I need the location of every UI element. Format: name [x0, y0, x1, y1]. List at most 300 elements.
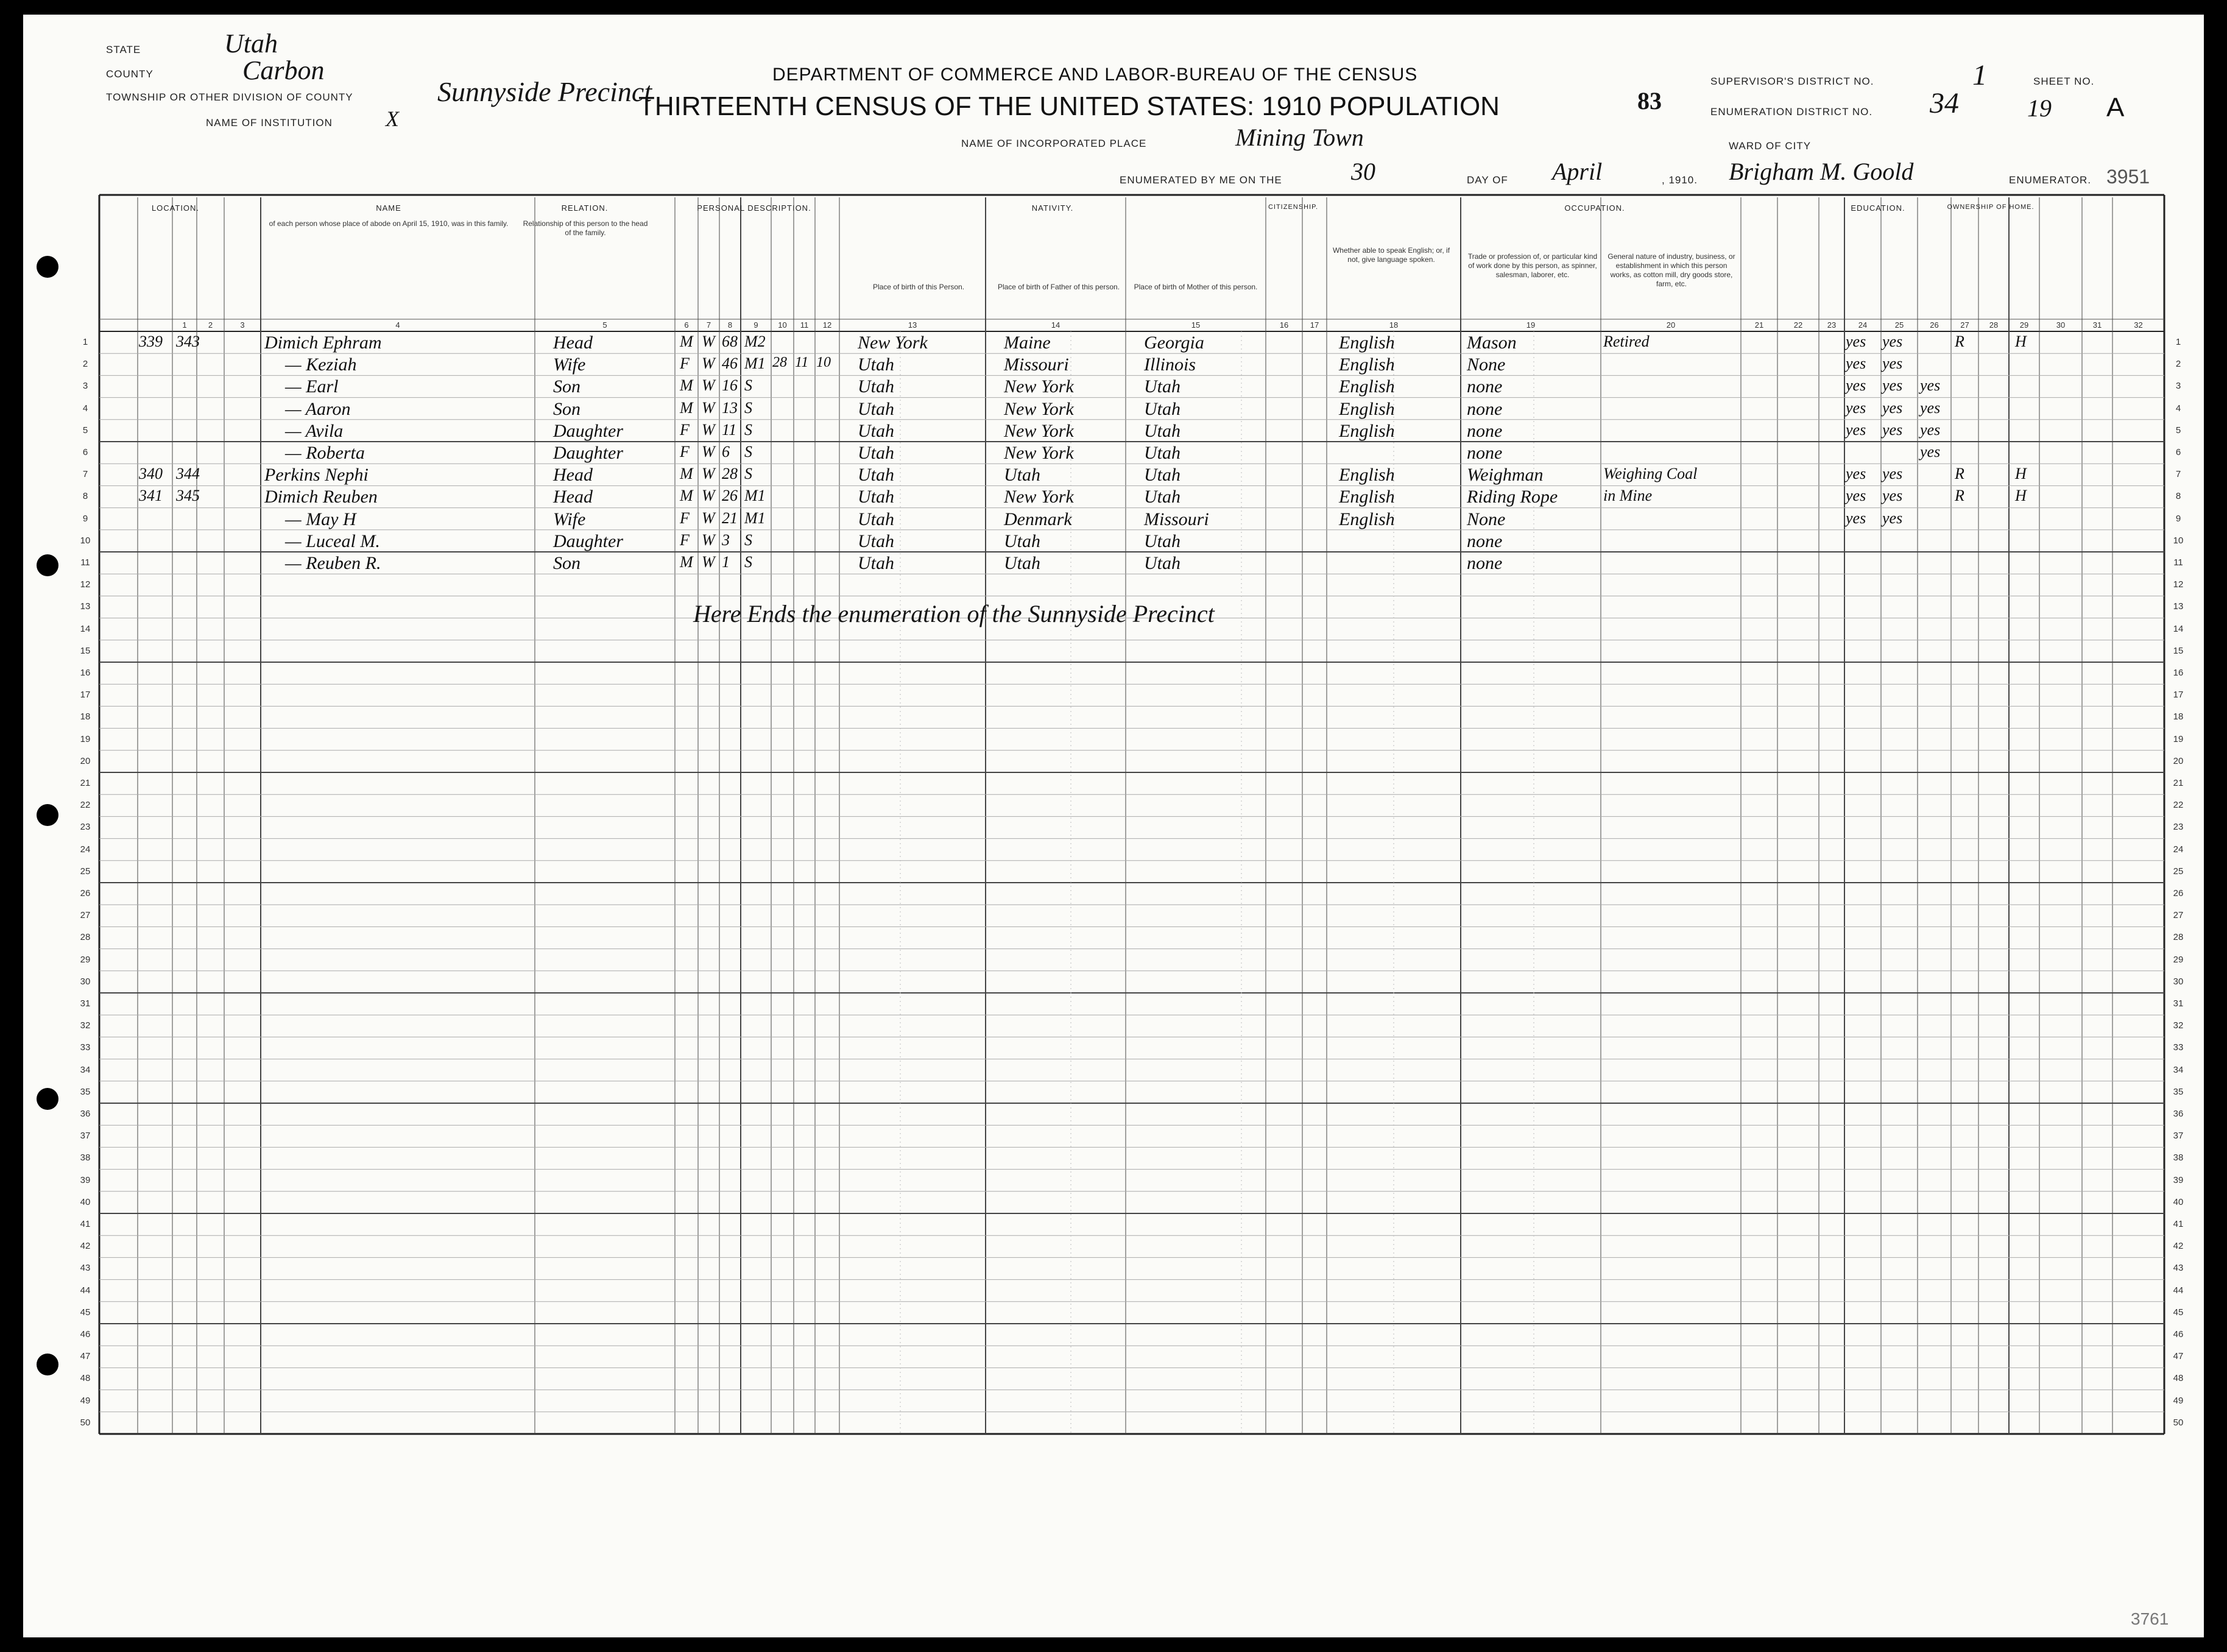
cell-language: English — [1339, 398, 1395, 419]
cell-marital: S — [744, 553, 752, 571]
line-number-left: 16 — [80, 668, 91, 678]
enumerator-label: ENUMERATOR. — [2009, 174, 2092, 186]
line-number-right: 14 — [2173, 623, 2184, 634]
line-number-right: 46 — [2173, 1329, 2184, 1340]
cell-house: 340 — [139, 465, 163, 483]
cell-mother: Illinois — [1144, 355, 1196, 375]
institution-value: X — [386, 107, 399, 131]
cell-age: 11 — [722, 420, 737, 439]
cell-sex: M — [680, 487, 693, 505]
cell-race: W — [702, 509, 715, 527]
cell-age: 21 — [722, 509, 738, 527]
line-number-left: 47 — [80, 1351, 91, 1362]
line-number-left: 28 — [80, 932, 91, 943]
line-number-right: 49 — [2173, 1395, 2184, 1406]
cell-race: W — [702, 531, 715, 549]
cell-name: Dimich Reuben — [264, 487, 378, 507]
line-number-left: 21 — [80, 778, 91, 788]
supervisor-district-value: 1 — [1972, 59, 1987, 91]
group-relation: RELATION. — [561, 203, 609, 213]
line-number-right: 10 — [2173, 535, 2184, 546]
line-number-left: 22 — [80, 800, 91, 811]
column-number: 16 — [1279, 320, 1289, 330]
column-number: 32 — [2134, 320, 2143, 330]
ward-label: WARD OF CITY — [1729, 140, 1812, 152]
sheet-label: SHEET NO. — [2033, 76, 2095, 87]
cell-write: yes — [1882, 420, 1903, 439]
cell-language: English — [1339, 376, 1395, 397]
cell-language: English — [1339, 509, 1395, 529]
cell-mother: Utah — [1144, 553, 1181, 573]
cell-read: yes — [1846, 509, 1866, 527]
line-number-right: 30 — [2173, 976, 2184, 987]
cell-sex: M — [680, 376, 693, 395]
line-number-left: 11 — [80, 557, 90, 568]
column-number: 23 — [1827, 320, 1837, 330]
line-number-left: 41 — [80, 1219, 91, 1229]
cell-write: yes — [1882, 398, 1903, 417]
cell-mother: Utah — [1144, 398, 1181, 419]
cell-read: yes — [1846, 376, 1866, 395]
line-number-right: 37 — [2173, 1131, 2184, 1142]
enumerator-name: Brigham M. Goold — [1729, 158, 1914, 185]
column-number: 24 — [1858, 320, 1868, 330]
line-number-right: 40 — [2173, 1196, 2184, 1207]
line-number-right: 29 — [2173, 954, 2184, 965]
sheet-side: A — [2106, 93, 2125, 122]
column-number: 21 — [1754, 320, 1764, 330]
ledger-grid — [23, 15, 2204, 1637]
line-number-left: 46 — [80, 1329, 91, 1340]
line-number-right: 11 — [2173, 557, 2183, 568]
cell-born: 11 — [795, 355, 809, 371]
cell-language: English — [1339, 355, 1395, 375]
line-number-right: 20 — [2173, 755, 2184, 766]
cell-school: yes — [1920, 420, 1941, 439]
line-number-left: 19 — [80, 733, 91, 744]
cell-race: W — [702, 420, 715, 439]
cell-age: 6 — [722, 443, 730, 461]
cell-birth: Utah — [858, 487, 894, 507]
line-number-right: 2 — [2175, 359, 2181, 370]
cell-trade: Mason — [1467, 333, 1517, 353]
cell-trade: none — [1467, 376, 1503, 397]
department-title: DEPARTMENT OF COMMERCE AND LABOR-BUREAU OF THE CENSUS — [772, 65, 1418, 85]
cell-industry: Retired — [1603, 333, 1650, 350]
line-number-left: 34 — [80, 1064, 91, 1075]
line-number-right: 26 — [2173, 888, 2184, 898]
cell-mother: Utah — [1144, 531, 1181, 551]
line-number-left: 25 — [80, 866, 91, 877]
cell-read: yes — [1846, 333, 1866, 350]
line-number-left: 18 — [80, 711, 91, 722]
line-number-right: 6 — [2175, 447, 2181, 457]
line-number-right: 21 — [2173, 778, 2184, 788]
cell-industry: in Mine — [1603, 487, 1653, 505]
cell-father: New York — [1004, 398, 1074, 419]
column-number: 26 — [1930, 320, 1939, 330]
cell-language: English — [1339, 465, 1395, 485]
cell-relation: Daughter — [553, 420, 623, 441]
cell-mother: Utah — [1144, 420, 1181, 441]
cell-age: 46 — [722, 355, 738, 373]
cell-father: Maine — [1004, 333, 1051, 353]
cell-name: — Reuben R. — [285, 553, 381, 573]
name-column-desc: of each person whose place of abode on April 15, 1910, was in this family. — [269, 219, 509, 228]
line-number-left: 20 — [80, 755, 91, 766]
line-number-left: 50 — [80, 1417, 91, 1428]
cell-age: 68 — [722, 333, 738, 350]
cell-race: W — [702, 398, 715, 417]
line-number-left: 27 — [80, 910, 91, 921]
cell-father: Utah — [1004, 553, 1040, 573]
cell-marital: S — [744, 443, 752, 461]
column-number: 7 — [706, 320, 711, 330]
cell-father: New York — [1004, 443, 1074, 463]
line-number-right: 39 — [2173, 1174, 2184, 1185]
line-number-right: 12 — [2173, 579, 2184, 590]
day-of-label: DAY OF — [1467, 174, 1508, 186]
cell-name: — May H — [285, 509, 356, 529]
cell-trade: none — [1467, 420, 1503, 441]
cell-race: W — [702, 553, 715, 571]
cell-read: yes — [1846, 420, 1866, 439]
cell-marital: S — [744, 398, 752, 417]
line-number-left: 35 — [80, 1086, 91, 1097]
language-column-desc: Whether able to speak English; or, if not, give language spoken. — [1332, 246, 1450, 264]
line-number-right: 18 — [2173, 711, 2184, 722]
cell-mother: Missouri — [1144, 509, 1209, 529]
line-number-left: 32 — [80, 1020, 91, 1031]
line-number-right: 48 — [2173, 1373, 2184, 1384]
cell-father: New York — [1004, 420, 1074, 441]
enumerated-label: ENUMERATED BY ME ON THE — [1120, 174, 1282, 186]
cell-father: New York — [1004, 376, 1074, 397]
cell-trade: none — [1467, 531, 1503, 551]
cell-relation: Son — [553, 553, 581, 573]
cell-write: yes — [1882, 355, 1903, 373]
month-value: April — [1552, 158, 1603, 185]
line-number-left: 9 — [82, 513, 88, 524]
line-number-left: 42 — [80, 1241, 91, 1252]
cell-own: R — [1955, 487, 1964, 505]
cell-marital: M2 — [744, 333, 766, 350]
cell-trade: none — [1467, 398, 1503, 419]
cell-marital: M1 — [744, 487, 766, 505]
cell-own: R — [1955, 465, 1964, 483]
line-number-left: 8 — [82, 491, 88, 502]
supervisor-district-label: SUPERVISOR'S DISTRICT NO. — [1710, 76, 1874, 87]
column-number: 29 — [2019, 320, 2029, 330]
cell-write: yes — [1882, 509, 1903, 527]
group-nativity: NATIVITY. — [1031, 203, 1074, 213]
cell-relation: Son — [553, 398, 581, 419]
sheet-number-value: 19 — [2027, 94, 2052, 122]
column-number: 13 — [908, 320, 917, 330]
column-number: 18 — [1389, 320, 1399, 330]
cell-school: yes — [1920, 376, 1941, 395]
cell-name: — Earl — [285, 376, 339, 397]
line-number-right: 31 — [2173, 998, 2184, 1009]
cell-family: 345 — [176, 487, 200, 505]
column-number: 19 — [1526, 320, 1536, 330]
cell-mother: Utah — [1144, 465, 1181, 485]
line-number-right: 7 — [2175, 469, 2181, 480]
census-sheet — [23, 15, 2204, 1637]
line-number-right: 24 — [2173, 844, 2184, 855]
column-number: 3 — [240, 320, 245, 330]
cell-birth: Utah — [858, 553, 894, 573]
cell-age: 28 — [722, 465, 738, 483]
group-personal: PERSONAL DESCRIPTION. — [697, 203, 811, 213]
cell-relation: Wife — [553, 355, 586, 375]
cell-sex: M — [680, 553, 693, 571]
line-number-right: 22 — [2173, 800, 2184, 811]
cell-name: Dimich Ephram — [264, 333, 382, 353]
line-number-right: 8 — [2175, 491, 2181, 502]
line-number-left: 15 — [80, 645, 91, 656]
cell-birth: Utah — [858, 376, 894, 397]
cell-mother: Utah — [1144, 487, 1181, 507]
cell-farm: H — [2015, 487, 2027, 505]
line-number-right: 5 — [2175, 425, 2181, 436]
cell-marital: S — [744, 376, 752, 395]
cell-read: yes — [1846, 465, 1866, 483]
cell-age: 26 — [722, 487, 738, 505]
column-number: 22 — [1793, 320, 1803, 330]
state-label: STATE — [106, 44, 141, 55]
line-number-right: 27 — [2173, 910, 2184, 921]
cell-birth: Utah — [858, 355, 894, 375]
enumerated-day: 30 — [1351, 158, 1375, 185]
cell-family: 343 — [176, 333, 200, 350]
cell-name: — Roberta — [285, 443, 365, 463]
cell-write: yes — [1882, 376, 1903, 395]
line-number-left: 44 — [80, 1285, 91, 1296]
birth-person-desc: Place of birth of this Person. — [872, 283, 965, 291]
cell-sex: M — [680, 398, 693, 417]
line-number-right: 42 — [2173, 1241, 2184, 1252]
line-number-right: 44 — [2173, 1285, 2184, 1296]
line-number-left: 1 — [82, 337, 88, 347]
cell-sex: M — [680, 465, 693, 483]
line-number-right: 35 — [2173, 1086, 2184, 1097]
cell-industry: Weighing Coal — [1603, 465, 1698, 483]
cell-birth: New York — [858, 333, 928, 353]
trade-column-desc: Trade or profession of, or particular kind of work done by this person, as spinner, salesman, laborer, etc. — [1467, 252, 1598, 279]
column-number: 30 — [2056, 320, 2066, 330]
cell-name: — Aaron — [285, 398, 351, 419]
column-number: 17 — [1310, 320, 1319, 330]
birth-mother-desc: Place of birth of Mother of this person. — [1134, 283, 1258, 291]
line-number-left: 6 — [82, 447, 88, 457]
group-occupation: OCCUPATION. — [1564, 203, 1625, 213]
column-number: 20 — [1666, 320, 1676, 330]
line-number-left: 49 — [80, 1395, 91, 1406]
line-number-left: 38 — [80, 1153, 91, 1163]
line-number-left: 33 — [80, 1042, 91, 1053]
cell-write: yes — [1882, 333, 1903, 350]
cell-farm: H — [2015, 465, 2027, 483]
relation-column-desc: Relationship of this person to the head of the family. — [523, 219, 648, 237]
cell-name: — Luceal M. — [285, 531, 380, 551]
line-number-left: 12 — [80, 579, 91, 590]
cell-mother: Georgia — [1144, 333, 1204, 353]
column-number: 8 — [727, 320, 733, 330]
column-number: 10 — [778, 320, 787, 330]
cell-birth: Utah — [858, 465, 894, 485]
cell-birth: Utah — [858, 420, 894, 441]
line-number-left: 31 — [80, 998, 91, 1009]
line-number-right: 33 — [2173, 1042, 2184, 1053]
line-number-left: 4 — [82, 403, 88, 414]
cell-race: W — [702, 376, 715, 395]
column-number: 4 — [395, 320, 400, 330]
group-location: LOCATION. — [151, 203, 200, 213]
column-number: 9 — [754, 320, 758, 330]
line-number-right: 3 — [2175, 381, 2181, 392]
line-number-left: 3 — [82, 381, 88, 392]
cell-school: yes — [1920, 443, 1941, 461]
line-number-right: 34 — [2173, 1064, 2184, 1075]
line-number-left: 26 — [80, 888, 91, 898]
cell-relation: Head — [553, 333, 593, 353]
cell-living: 10 — [816, 355, 831, 371]
cell-race: W — [702, 487, 715, 505]
cell-trade: none — [1467, 443, 1503, 463]
line-number-right: 23 — [2173, 822, 2184, 833]
page-number: 83 — [1637, 87, 1662, 115]
township-value: Sunnyside Precinct — [437, 76, 652, 107]
cell-sex: F — [680, 420, 690, 439]
column-number: 5 — [602, 320, 607, 330]
stamp-number: 3951 — [2106, 166, 2150, 188]
cell-relation: Head — [553, 487, 593, 507]
column-number: 6 — [684, 320, 689, 330]
column-number: 28 — [1989, 320, 1999, 330]
line-number-left: 14 — [80, 623, 91, 634]
census-title: THIRTEENTH CENSUS OF THE UNITED STATES: 1910 POPULATION — [638, 91, 1500, 121]
line-number-left: 43 — [80, 1263, 91, 1274]
line-number-left: 30 — [80, 976, 91, 987]
cell-sex: F — [680, 443, 690, 461]
line-number-right: 16 — [2173, 668, 2184, 678]
cell-write: yes — [1882, 465, 1903, 483]
line-number-right: 15 — [2173, 645, 2184, 656]
cell-mother: Utah — [1144, 443, 1181, 463]
line-number-left: 40 — [80, 1196, 91, 1207]
cell-sex: F — [680, 531, 690, 549]
cell-marital: S — [744, 531, 752, 549]
cell-relation: Daughter — [553, 443, 623, 463]
line-number-right: 50 — [2173, 1417, 2184, 1428]
cell-language: English — [1339, 487, 1395, 507]
line-number-right: 41 — [2173, 1219, 2184, 1229]
line-number-left: 48 — [80, 1373, 91, 1384]
column-number: 11 — [800, 320, 809, 330]
closing-note: Here Ends the enumeration of the Sunnyside Precinct — [693, 600, 1215, 627]
cell-marital: S — [744, 465, 752, 483]
cell-birth: Utah — [858, 443, 894, 463]
cell-marital: M1 — [744, 509, 766, 527]
group-education: EDUCATION. — [1851, 203, 1905, 213]
cell-birth: Utah — [858, 531, 894, 551]
column-number: 31 — [2092, 320, 2102, 330]
line-number-left: 5 — [82, 425, 88, 436]
column-number: 15 — [1191, 320, 1201, 330]
stamp-number-bottom: 3761 — [2131, 1609, 2169, 1628]
enumeration-district-value: 34 — [1930, 87, 1959, 119]
cell-mother: Utah — [1144, 376, 1181, 397]
line-number-left: 13 — [80, 601, 91, 612]
cell-years: 28 — [772, 355, 787, 371]
cell-trade: None — [1467, 355, 1506, 375]
column-number: 14 — [1051, 320, 1061, 330]
cell-father: New York — [1004, 487, 1074, 507]
line-number-right: 28 — [2173, 932, 2184, 943]
cell-house: 341 — [139, 487, 163, 505]
cell-age: 3 — [722, 531, 730, 549]
cell-farm: H — [2015, 333, 2027, 350]
line-number-right: 4 — [2175, 403, 2181, 414]
cell-sex: F — [680, 509, 690, 527]
column-number: 1 — [182, 320, 187, 330]
cell-language: English — [1339, 420, 1395, 441]
cell-father: Denmark — [1004, 509, 1072, 529]
cell-age: 1 — [722, 553, 730, 571]
group-name: NAME — [376, 203, 401, 213]
line-number-right: 17 — [2173, 690, 2184, 701]
cell-family: 344 — [176, 465, 200, 483]
birth-father-desc: Place of birth of Father of this person. — [997, 283, 1120, 291]
cell-race: W — [702, 443, 715, 461]
cell-language: English — [1339, 333, 1395, 353]
line-number-left: 29 — [80, 954, 91, 965]
line-number-left: 10 — [80, 535, 91, 546]
county-label: COUNTY — [106, 68, 154, 80]
line-number-left: 17 — [80, 690, 91, 701]
cell-race: W — [702, 465, 715, 483]
line-number-right: 36 — [2173, 1109, 2184, 1119]
cell-name: — Avila — [285, 420, 344, 441]
cell-trade: none — [1467, 553, 1503, 573]
cell-name: — Keziah — [285, 355, 357, 375]
industry-column-desc: General nature of industry, business, or establishment in which this person works, as cotton mill, dry goods store, farm, etc. — [1608, 252, 1735, 288]
cell-age: 16 — [722, 376, 738, 395]
cell-birth: Utah — [858, 509, 894, 529]
line-number-right: 9 — [2175, 513, 2181, 524]
line-number-left: 24 — [80, 844, 91, 855]
line-number-right: 38 — [2173, 1153, 2184, 1163]
line-number-left: 7 — [82, 469, 88, 480]
county-value: Carbon — [242, 55, 325, 85]
cell-father: Utah — [1004, 531, 1040, 551]
cell-sex: F — [680, 355, 690, 373]
line-number-left: 39 — [80, 1174, 91, 1185]
incorporated-place-value: Mining Town — [1235, 124, 1364, 151]
line-number-left: 23 — [80, 822, 91, 833]
line-number-right: 45 — [2173, 1307, 2184, 1318]
cell-birth: Utah — [858, 398, 894, 419]
cell-relation: Son — [553, 376, 581, 397]
line-number-right: 13 — [2173, 601, 2184, 612]
line-number-left: 2 — [82, 359, 88, 370]
cell-read: yes — [1846, 355, 1866, 373]
enumeration-district-label: ENUMERATION DISTRICT NO. — [1710, 106, 1873, 118]
township-label: TOWNSHIP OR OTHER DIVISION OF COUNTY — [106, 91, 353, 103]
cell-own: R — [1955, 333, 1964, 350]
year-label: , 1910. — [1662, 174, 1698, 186]
